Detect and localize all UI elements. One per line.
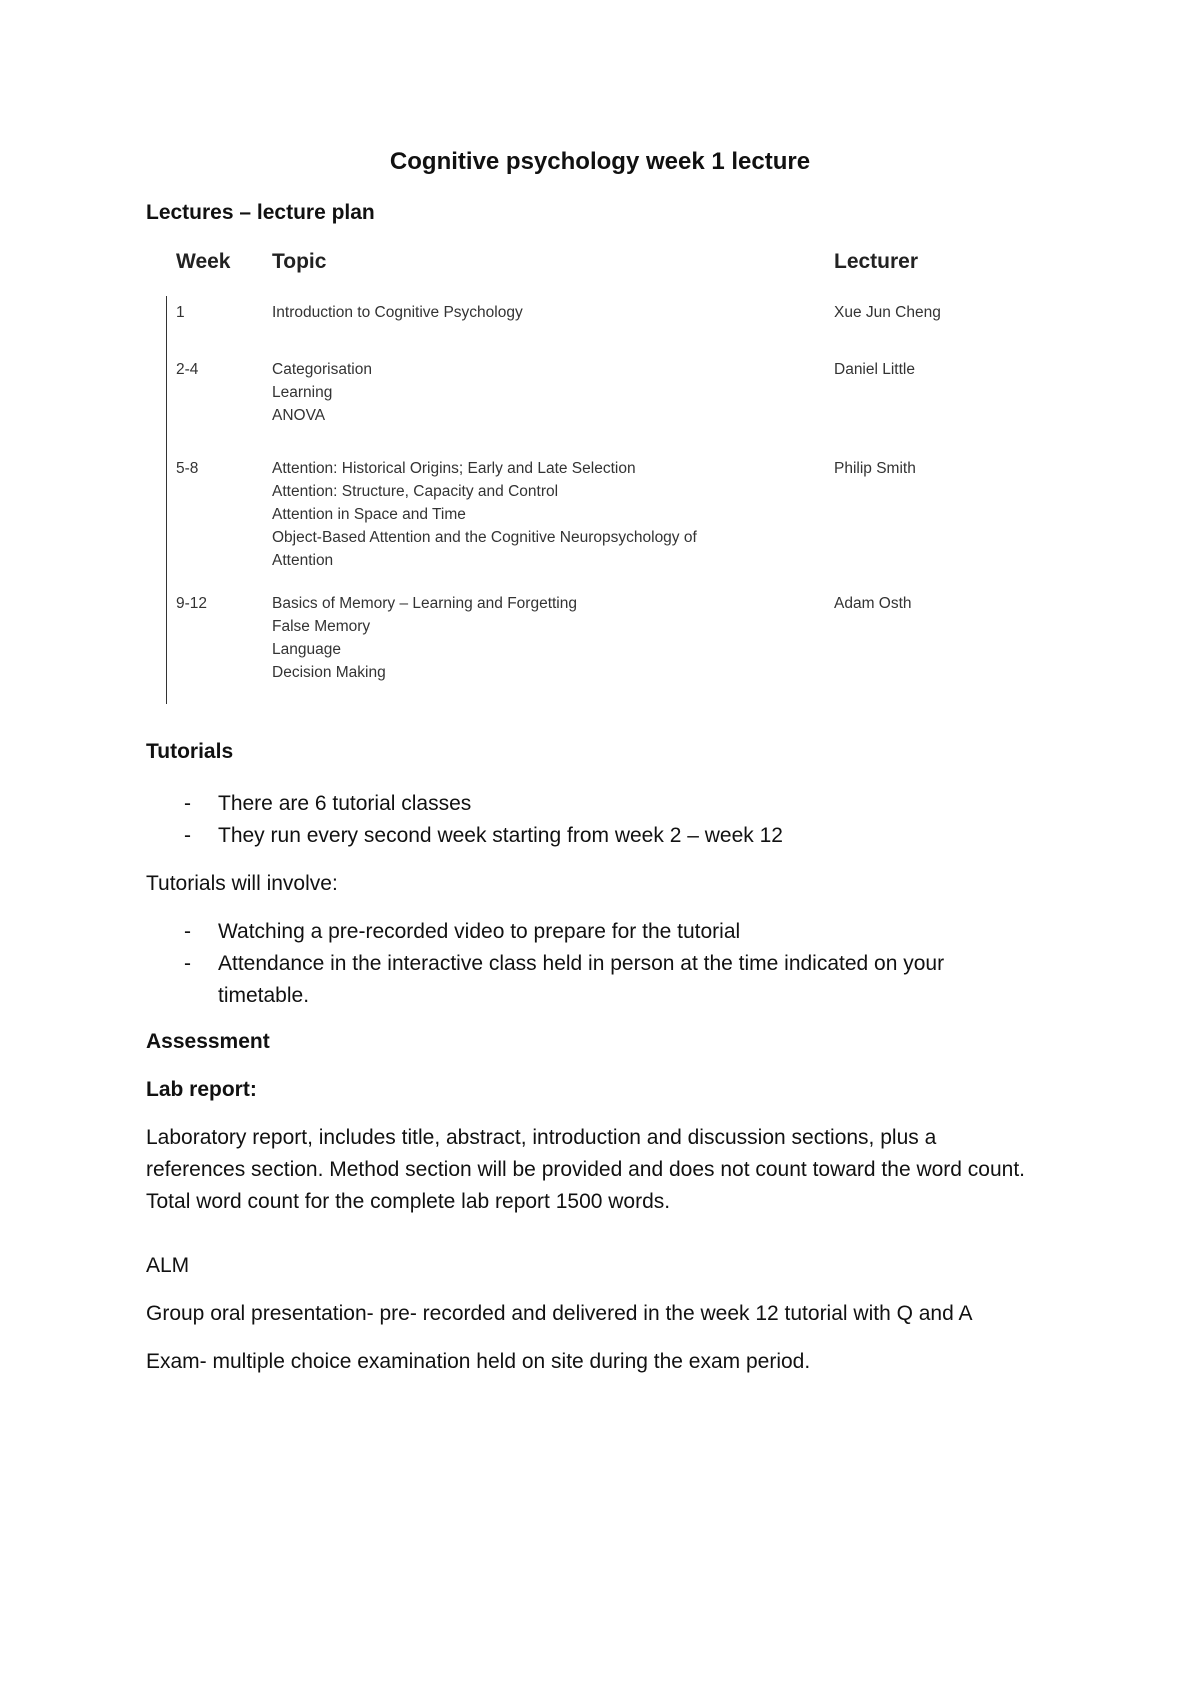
table-header-topic: Topic xyxy=(272,250,327,273)
bullet-marker: - xyxy=(184,952,191,975)
bullet-marker: - xyxy=(184,824,191,847)
table-cell-lecturer: Adam Osth xyxy=(834,595,912,612)
table-header-week: Week xyxy=(176,250,231,273)
topic-line: Attention in Space and Time xyxy=(272,506,466,523)
list-item: There are 6 tutorial classes xyxy=(218,792,472,815)
group-oral-text: Group oral presentation- pre- recorded and delivered in the week 12 tutorial with Q and A xyxy=(146,1302,973,1325)
list-item: Watching a pre-recorded video to prepare for the tutorial xyxy=(218,920,741,943)
exam-text: Exam- multiple choice examination held on site during the exam period. xyxy=(146,1350,811,1373)
table-cell-topic xyxy=(272,457,792,572)
table-cell-week: 5-8 xyxy=(176,460,199,477)
topic-line: Attention: Historical Origins; Early and Late Selection xyxy=(272,460,636,477)
topic-line: False Memory xyxy=(272,618,371,635)
lectures-heading: Lectures – lecture plan xyxy=(146,201,375,224)
topic-line: Categorisation xyxy=(272,361,372,378)
topic-line: Basics of Memory – Learning and Forgetting xyxy=(272,595,577,612)
table-cell-week: 2-4 xyxy=(176,361,199,378)
table-left-rule xyxy=(166,296,167,704)
list-item: Attendance in the interactive class held in person at the time indicated on your timetable. xyxy=(218,952,945,1007)
topic-line: Attention: Structure, Capacity and Control xyxy=(272,483,559,500)
tutorials-involve-label: Tutorials will involve: xyxy=(146,872,338,895)
bullet-marker: - xyxy=(184,920,191,943)
tutorials-heading: Tutorials xyxy=(146,740,234,763)
table-cell-lecturer: Philip Smith xyxy=(834,460,916,477)
table-header-lecturer: Lecturer xyxy=(834,250,919,273)
topic-line: Decision Making xyxy=(272,664,386,681)
lab-report-heading: Lab report: xyxy=(146,1078,257,1101)
list-item: They run every second week starting from week 2 – week 12 xyxy=(218,824,783,847)
topic-line: Object-Based Attention and the Cognitive Neuropsychology of xyxy=(272,529,697,546)
alm-text: ALM xyxy=(146,1254,190,1277)
table-cell-topic xyxy=(272,592,792,684)
table-cell-week: 1 xyxy=(176,304,185,321)
table-cell-lecturer: Xue Jun Cheng xyxy=(834,304,941,321)
topic-line: Attention xyxy=(272,552,334,569)
topic-line: Learning xyxy=(272,384,333,401)
page-title: Cognitive psychology week 1 lecture xyxy=(389,148,811,175)
table-cell-lecturer: Daniel Little xyxy=(834,361,915,378)
table-cell-week: 9-12 xyxy=(176,595,208,612)
table-cell-topic xyxy=(272,301,792,324)
lab-report-text: Laboratory report, includes title, abstract, introduction and discussion sections, plus a references section. Method section will be provided and does not count toward the word count. Total word count for the complete lab report 1500 words. xyxy=(146,1126,1026,1213)
assessment-heading: Assessment xyxy=(146,1030,270,1053)
topic-line: ANOVA xyxy=(272,407,326,424)
topic-line: Introduction to Cognitive Psychology xyxy=(272,304,523,321)
topic-line: Language xyxy=(272,641,341,658)
table-cell-topic xyxy=(272,358,792,427)
bullet-marker: - xyxy=(184,792,191,815)
